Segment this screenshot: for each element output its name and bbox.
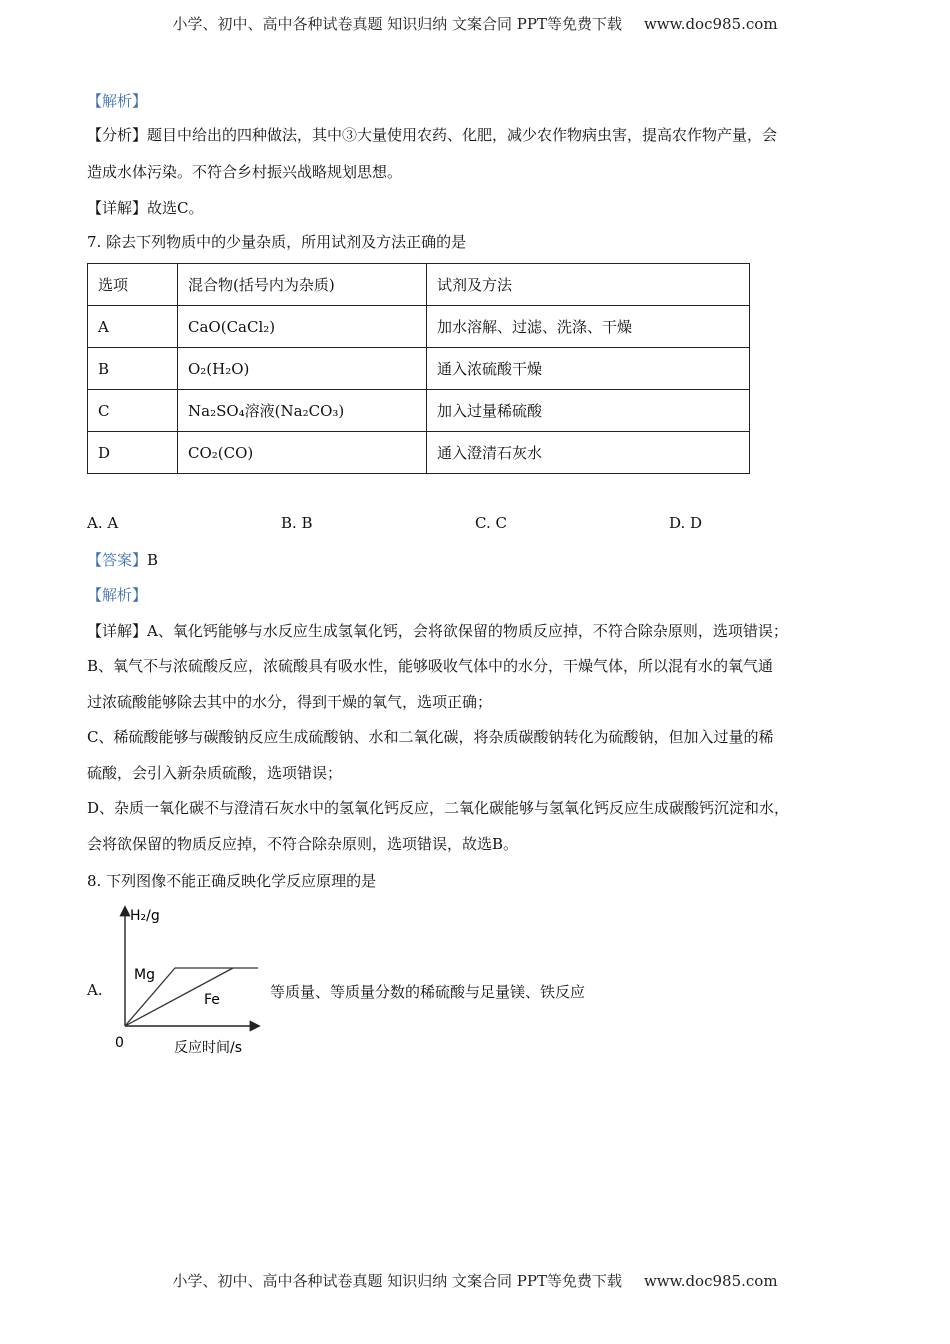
q7-detail-line-1 bbox=[87, 620, 788, 641]
fenxi-text-1: 题目中给出的四种做法，其中③大量使用农药、化肥，减少农作物病虫害，提高农作物产量，会 bbox=[147, 126, 778, 144]
answer-tag: 【答案】 bbox=[87, 551, 148, 569]
fe-label: Fe bbox=[204, 992, 220, 1008]
analysis-tag: 【解析】 bbox=[87, 586, 148, 604]
q7-stem: 7. 除去下列物质中的少量杂质，所用试剂及方法正确的是 bbox=[87, 233, 467, 251]
q7-answer bbox=[87, 549, 158, 570]
table-cell-method: 通入澄清石灰水 bbox=[427, 432, 750, 474]
q7-detail-line-7: 会将欲保留的物质反应掉，不符合除杂原则，选项错误，故选B。 bbox=[87, 835, 519, 853]
h2-reaction-graph bbox=[108, 898, 278, 1058]
table-row bbox=[88, 306, 750, 348]
footer-text: 小学、初中、高中各种试卷真题 知识归纳 文案合同 PPT等免费下载 bbox=[172, 1272, 622, 1290]
table-header-cell: 混合物(括号内为杂质) bbox=[178, 264, 427, 306]
detail-text: 故选C。 bbox=[147, 199, 204, 217]
q7-detail-line-4: C、稀硫酸能够与碳酸钠反应生成硫酸钠、水和二氧化碳，将杂质碳酸钠转化为硫酸钠，但加入过量的稀 bbox=[87, 728, 774, 746]
table-header-cell: 试剂及方法 bbox=[427, 264, 750, 306]
table-cell-method: 通入浓硫酸干燥 bbox=[427, 348, 750, 390]
y-axis-label: H₂/g bbox=[130, 908, 160, 924]
table-cell-mixture: Na₂SO₄溶液(Na₂CO₃) bbox=[178, 390, 427, 432]
table-cell-method: 加水溶解、过滤、洗涤、干燥 bbox=[427, 306, 750, 348]
table-cell-mixture: O₂(H₂O) bbox=[178, 348, 427, 390]
q6-fenxi-line-2: 造成水体污染。不符合乡村振兴战略规划思想。 bbox=[87, 163, 403, 181]
choice-d: D. D bbox=[669, 514, 703, 532]
mg-label: Mg bbox=[134, 967, 155, 983]
header-url[interactable]: www.doc985.com bbox=[643, 15, 778, 33]
choice-c: C. C bbox=[475, 514, 507, 532]
detail-tag: 【详解】 bbox=[87, 199, 148, 217]
x-axis-label: 反应时间/s bbox=[174, 1040, 243, 1056]
table-cell-mixture: CO₂(CO) bbox=[178, 432, 427, 474]
table-row bbox=[88, 348, 750, 390]
choice-a: A. A bbox=[87, 514, 119, 532]
answer-value: B bbox=[147, 551, 159, 569]
table-header-cell: 选项 bbox=[88, 264, 178, 306]
options-table bbox=[87, 263, 750, 474]
footer-url[interactable]: www.doc985.com bbox=[643, 1272, 778, 1290]
q6-fenxi-line-1 bbox=[87, 124, 777, 145]
table-cell-option: C bbox=[88, 390, 178, 432]
fenxi-tag: 【分析】 bbox=[87, 126, 148, 144]
q6-detail bbox=[87, 197, 204, 218]
analysis-tag: 【解析】 bbox=[87, 92, 148, 110]
q7-detail-line-2: B、氧气不与浓硫酸反应，浓硫酸具有吸水性，能够吸收气体中的水分，干燥气体，所以混有水的氧气通 bbox=[87, 657, 774, 675]
q7-detail-line-3: 过浓硫酸能够除去其中的水分，得到干燥的氧气，选项正确； bbox=[87, 693, 493, 711]
table-header-row bbox=[88, 264, 750, 306]
option-a-text: 等质量、等质量分数的稀硫酸与足量镁、铁反应 bbox=[270, 983, 586, 1001]
q7-detail-line-5: 硫酸，会引入新杂质硫酸，选项错误； bbox=[87, 764, 343, 782]
table-cell-option: B bbox=[88, 348, 178, 390]
page-footer bbox=[0, 1270, 950, 1291]
table-row bbox=[88, 432, 750, 474]
table-cell-method: 加入过量稀硫酸 bbox=[427, 390, 750, 432]
header-text: 小学、初中、高中各种试卷真题 知识归纳 文案合同 PPT等免费下载 bbox=[172, 15, 622, 33]
option-a-label: A. bbox=[87, 981, 103, 999]
table-cell-option: A bbox=[88, 306, 178, 348]
q7-detail-line-6: D、杂质一氧化碳不与澄清石灰水中的氢氧化钙反应，二氧化碳能够与氢氧化钙反应生成碳酸钙沉淀和水， bbox=[87, 799, 790, 817]
table-cell-option: D bbox=[88, 432, 178, 474]
origin-label: 0 bbox=[115, 1035, 124, 1051]
page-header bbox=[0, 13, 950, 34]
table-cell-mixture: CaO(CaCl₂) bbox=[178, 306, 427, 348]
table-row bbox=[88, 390, 750, 432]
detail-text-1: A、氧化钙能够与水反应生成氢氧化钙，会将欲保留的物质反应掉，不符合除杂原则，选项错误； bbox=[147, 622, 788, 640]
detail-tag: 【详解】 bbox=[87, 622, 148, 640]
q8-stem: 8. 下列图像不能正确反映化学反应原理的是 bbox=[87, 872, 377, 890]
choice-b: B. B bbox=[281, 514, 313, 532]
